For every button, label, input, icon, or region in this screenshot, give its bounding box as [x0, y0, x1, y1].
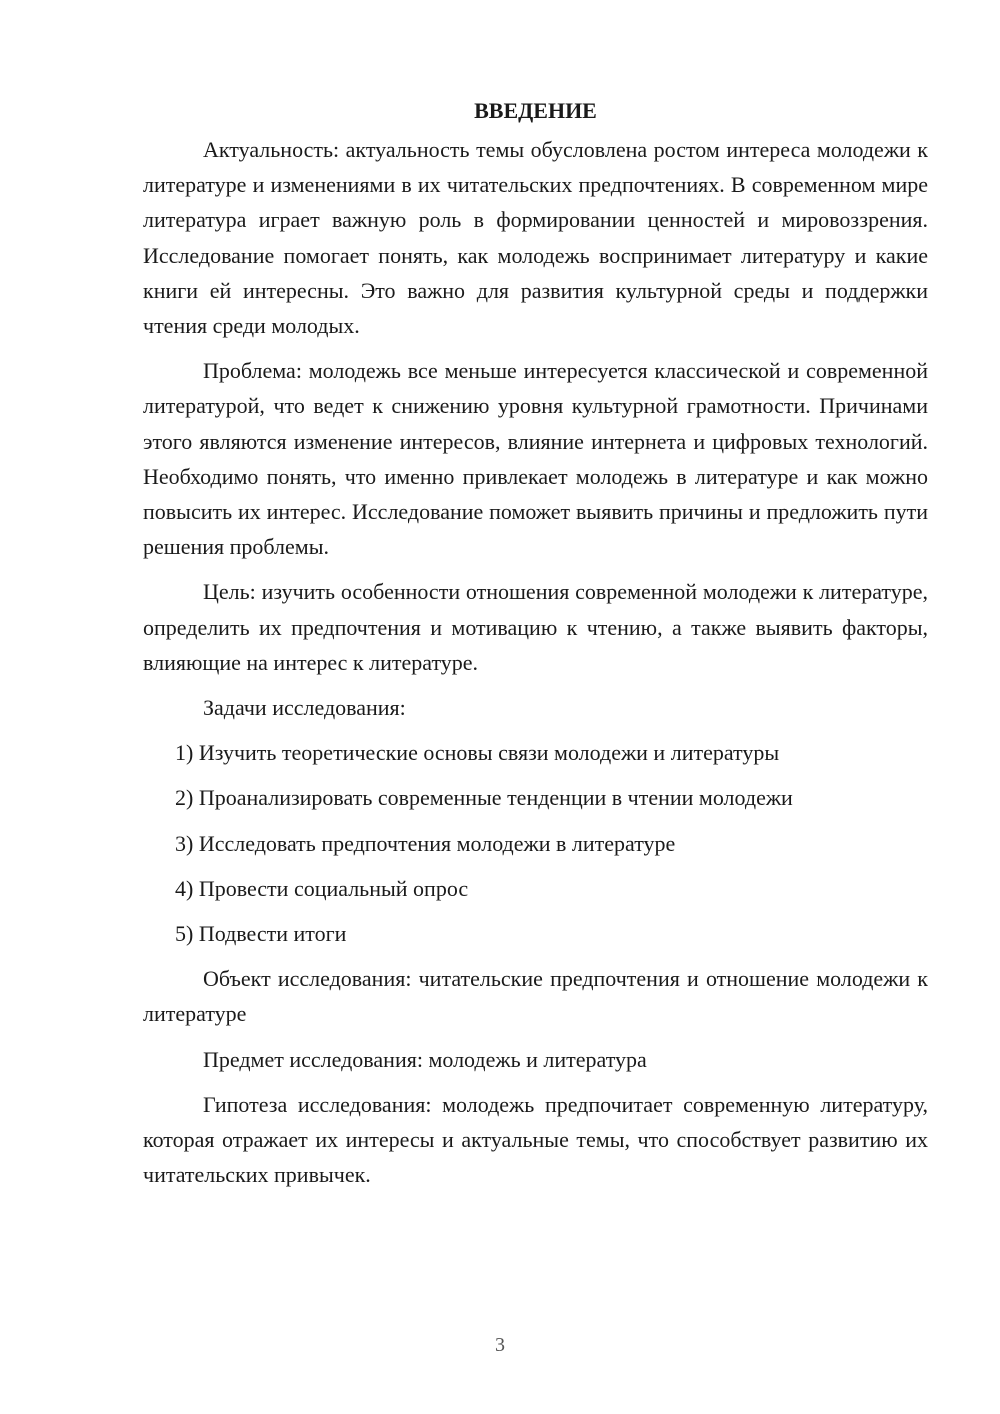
document-page: [143, 96, 928, 1202]
task-item: 1) Изучить теоретические основы связи молодежи и литературы: [175, 740, 780, 766]
task-item: 3) Исследовать предпочтения молодежи в литературе: [175, 830, 676, 856]
page-number: 3: [495, 1334, 505, 1356]
goal-paragraph: Цель: изучить особенности отношения современной молодежи к литературе, определить их предпочтения и мотивацию к чтению, а также выявить факторы, влияющие на интерес к литературе.: [143, 579, 928, 675]
hypothesis-paragraph: Гипотеза исследования: молодежь предпочитает современную литературу, которая отражает их интересы и актуальные темы, что способствует развитию их читательских привычек.: [143, 1091, 928, 1188]
tasks-heading: Задачи исследования:: [203, 695, 406, 721]
task-item: 4) Провести социальный опрос: [175, 875, 469, 901]
task-item: 5) Подвести итоги: [175, 921, 347, 947]
subject-paragraph: Предмет исследования: молодежь и литература: [203, 1046, 647, 1072]
problem-paragraph: Проблема: молодежь все меньше интересуется классической и современной литературой, что ведет к снижению уровня культурной грамотности. Причинами этого являются изменение интересов, влияние интернета и цифровых технологий. Необходимо понять, что именно привлекает молодежь в литературе и как можно повысить их интерес. Исследование поможет выявить причины и предложить пути решения проблемы.: [143, 358, 928, 560]
task-item: 2) Проанализировать современные тенденции в чтении молодежи: [175, 785, 793, 811]
section-title: ВВЕДЕНИЕ: [474, 98, 597, 123]
relevance-paragraph: Актуальность: актуальность темы обусловлена ростом интереса молодежи к литературе и изменениями в их читательских предпочтениях. В современном мире литература играет важную роль в формировании ценностей и мировоззрения. Исследование помогает понять, как молодежь воспринимает литературу и какие книги ей интересны. Это важно для развития культурной среды и поддержки чтения среди молодых.: [143, 137, 928, 339]
tasks-list: [143, 735, 928, 951]
object-paragraph: Объект исследования: читательские предпочтения и отношение молодежи к литературе: [143, 966, 928, 1027]
